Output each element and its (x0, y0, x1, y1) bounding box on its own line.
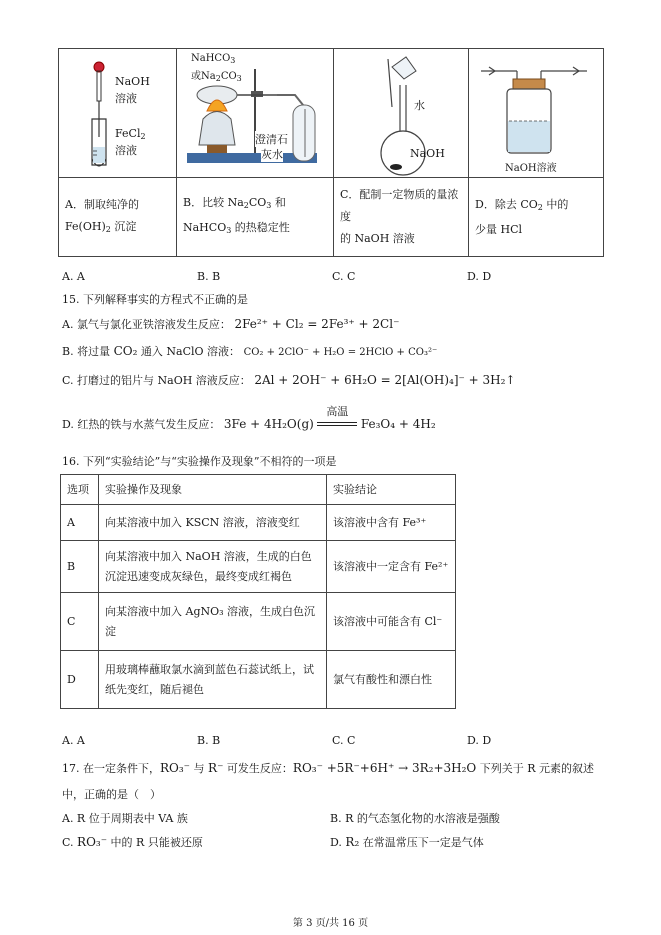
caption-a: A．制取纯净的 $Fe(OH)_2$ 沉淀 (59, 178, 177, 257)
label-water: 水 (414, 99, 425, 112)
q17-option-c[interactable]: C. RO₃⁻ 中的 R 只能被还原 (62, 835, 203, 849)
q15-option-c[interactable]: C. 打磨过的铝片与 NaOH 溶液反应： 2Al + 2OH⁻ + 6H₂O = 2[Al(OH)₄]⁻ + 3H₂↑ (62, 373, 516, 387)
label-nahco3: NaHCO$_3$ (191, 53, 236, 65)
q15-option-a[interactable]: A. 氯气与氯化亚铁溶液发生反应： 2Fe²⁺ + Cl₂ = 2Fe³⁺ + 2Cl⁻ (62, 317, 400, 331)
caption-d: D．除去 $CO_2$ 中的 少量 HCl (469, 178, 604, 257)
q15-option-b[interactable]: B. 将过量 CO₂ 通入 NaClO 溶液： CO₂ + 2ClO⁻ + H₂O = 2HClO + CO₃²⁻ (62, 344, 438, 358)
q14-option-c[interactable]: C. C (332, 270, 356, 283)
label-fecl2: FeCl$_2$ (115, 127, 146, 141)
volumetric-flask-diagram (334, 49, 469, 177)
q14-option-d[interactable]: D. D (467, 270, 492, 283)
header-operation: 实验操作及现象 (99, 475, 327, 505)
label-limewater-2: 灰水 (261, 148, 283, 161)
panel-b-figure (177, 49, 334, 178)
gas-washing-bottle-diagram (469, 49, 604, 177)
panel-d-figure (469, 49, 604, 178)
q15-option-d[interactable]: D. 红热的铁与水蒸气发生反应： 3Fe + 4H₂O(g) 高温 Fe₃O₄ + 4H₂ (62, 405, 436, 431)
q14-option-b[interactable]: B. B (197, 270, 221, 283)
q16-option-c[interactable]: C. C (332, 734, 356, 747)
q16-table (60, 474, 456, 709)
q17-option-a[interactable]: A. R 位于周期表中 VA 族 (62, 812, 188, 825)
q16-options (62, 734, 622, 748)
experiment-table (58, 48, 604, 257)
label-naoh-solid: NaOH (410, 147, 445, 160)
q16-option-d[interactable]: D. D (467, 734, 492, 747)
label-solution: 溶液 (115, 92, 137, 105)
label-naoh: NaOH (115, 75, 150, 88)
label-na2co3: 或$Na_2CO_3$ (191, 71, 242, 83)
panel-c-figure (334, 49, 469, 178)
table-row: B 向某溶液中加入 NaOH 溶液，生成的白色沉淀迅速变成灰绿色，最终变成红褐色 该溶液中一定含有 Fe²⁺ (61, 541, 456, 593)
caption-b: B．比较 $Na_2CO_3$ 和 NaHCO$_3$ 的热稳定性 (177, 178, 334, 257)
q15-stem: 15. 下列解释事实的方程式不正确的是 (62, 293, 248, 306)
q16-option-b[interactable]: B. B (197, 734, 221, 747)
q14-option-a[interactable]: A. A (62, 270, 85, 283)
q17-option-d[interactable]: D. R₂ 在常温常压下一定是气体 (330, 835, 484, 849)
label-naoh-solution: NaOH溶液 (505, 163, 557, 174)
table-header-row (61, 475, 456, 505)
panel-a-figure (59, 49, 177, 178)
q17-stem-line2: 中，正确的是（ ） (62, 788, 161, 801)
label-solution-2: 溶液 (115, 144, 137, 157)
q16-stem: 16. 下列“实验结论”与“实验操作及现象”不相符的一项是 (62, 455, 337, 468)
page-footer: 第 3 页/共 16 页 (292, 918, 369, 929)
condition-high-temp: 高温 (326, 405, 349, 418)
label-limewater-1: 澄清石 (255, 133, 288, 146)
table-row: A 向某溶液中加入 KSCN 溶液，溶液变红 该溶液中含有 Fe³⁺ (61, 505, 456, 541)
header-conclusion: 实验结论 (327, 475, 456, 505)
table-row: D 用玻璃棒蘸取氯水滴到蓝色石蕊试纸上，试纸先变红，随后褪色 氯气有酸性和漂白性 (61, 651, 456, 709)
header-option: 选项 (61, 475, 99, 505)
q17-option-b[interactable]: B. R 的气态氢化物的水溶液是强酸 (330, 812, 500, 825)
caption-c: C．配制一定物质的量浓度 的 NaOH 溶液 (334, 178, 469, 257)
q16-option-a[interactable]: A. A (62, 734, 85, 747)
table-row: C 向某溶液中加入 AgNO₃ 溶液，生成白色沉淀 该溶液中可能含有 Cl⁻ (61, 593, 456, 651)
q14-options (62, 270, 622, 284)
q17-stem: 17. 在一定条件下，RO₃⁻ 与 R⁻ 可发生反应：RO₃⁻ +5R⁻+6H⁺ → 3R₂+3H₂O 下列关于 R 元素的叙述 (62, 761, 595, 775)
